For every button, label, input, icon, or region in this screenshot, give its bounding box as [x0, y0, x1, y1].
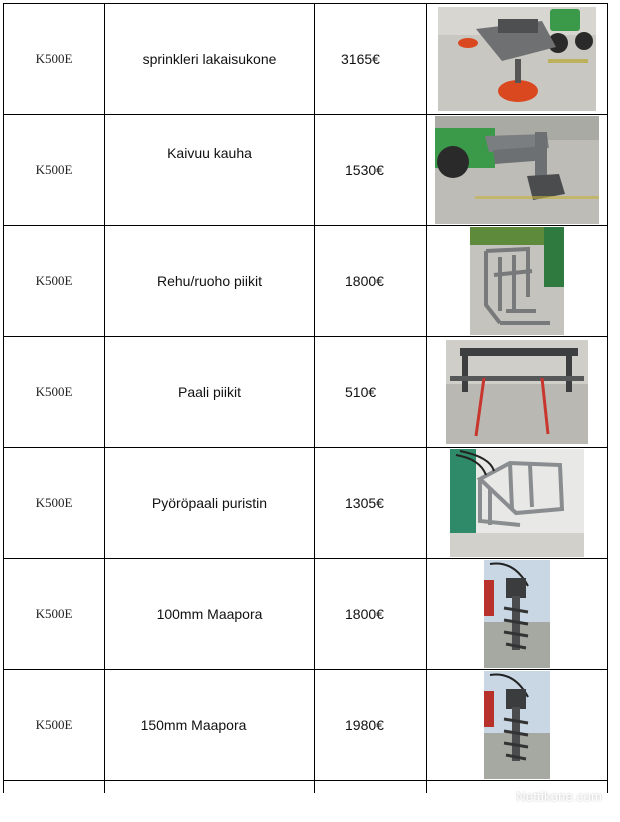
price-cell: [315, 4, 427, 115]
model-cell: K500E: [4, 337, 105, 448]
product-image-cell: [427, 226, 608, 337]
model-cell: K500E: [4, 115, 105, 226]
price-cell: [315, 559, 427, 670]
product-name: 150mm Maapora: [140, 717, 247, 733]
product-image-cell: [427, 4, 608, 115]
price-cell: [315, 448, 427, 559]
bale-spear-photo: [446, 340, 588, 444]
product-name-cell: [105, 115, 315, 226]
price-cell: [315, 670, 427, 781]
table-row: [4, 559, 608, 670]
product-name-cell: [105, 670, 315, 781]
watermark: Nettikone.com: [516, 789, 602, 804]
grass-fork-photo: [470, 227, 564, 335]
product-name: Rehu/ruoho piikit: [156, 273, 263, 289]
product-name-cell: [105, 559, 315, 670]
table-row: [4, 4, 608, 115]
price-cell: [315, 115, 427, 226]
product-name-cell: [105, 4, 315, 115]
table-row: [4, 448, 608, 559]
sweeper-photo: [438, 7, 596, 111]
price: 1530€: [345, 162, 384, 178]
product-image-cell: [427, 115, 608, 226]
price: 510€: [345, 384, 377, 400]
table-row: [4, 337, 608, 448]
table-row: [4, 115, 608, 226]
model-cell: K500E: [4, 559, 105, 670]
price: 1980€: [345, 717, 384, 733]
model-cell: K500E: [4, 226, 105, 337]
product-name: sprinkleri lakaisukone: [142, 51, 277, 67]
product-name: Kaivuu kauha: [167, 145, 252, 161]
model-cell: K500E: [4, 448, 105, 559]
auger-photo: [484, 671, 550, 779]
price: 1800€: [345, 606, 384, 622]
price-cell: [315, 226, 427, 337]
product-name-cell: [105, 448, 315, 559]
product-name: 100mm Maapora: [156, 606, 263, 622]
backhoe-photo: [435, 116, 599, 224]
model-cell: K500E: [4, 670, 105, 781]
product-name-cell: [105, 226, 315, 337]
product-name-cell: [105, 337, 315, 448]
table-row: [4, 670, 608, 781]
price-cell: [315, 337, 427, 448]
product-name: Paali piikit: [177, 384, 242, 400]
attachment-price-table: [3, 3, 608, 793]
product-image-cell: [427, 670, 608, 781]
price: 1800€: [345, 273, 384, 289]
bale-clamp-photo: [450, 449, 584, 557]
product-image-cell: [427, 448, 608, 559]
product-name: Pyöröpaali puristin: [151, 495, 268, 511]
price: 3165€: [341, 51, 380, 67]
model-cell: K500E: [4, 4, 105, 115]
product-image-cell: [427, 337, 608, 448]
table-row: [4, 226, 608, 337]
price: 1305€: [345, 495, 384, 511]
auger-photo: [484, 560, 550, 668]
product-image-cell: [427, 559, 608, 670]
